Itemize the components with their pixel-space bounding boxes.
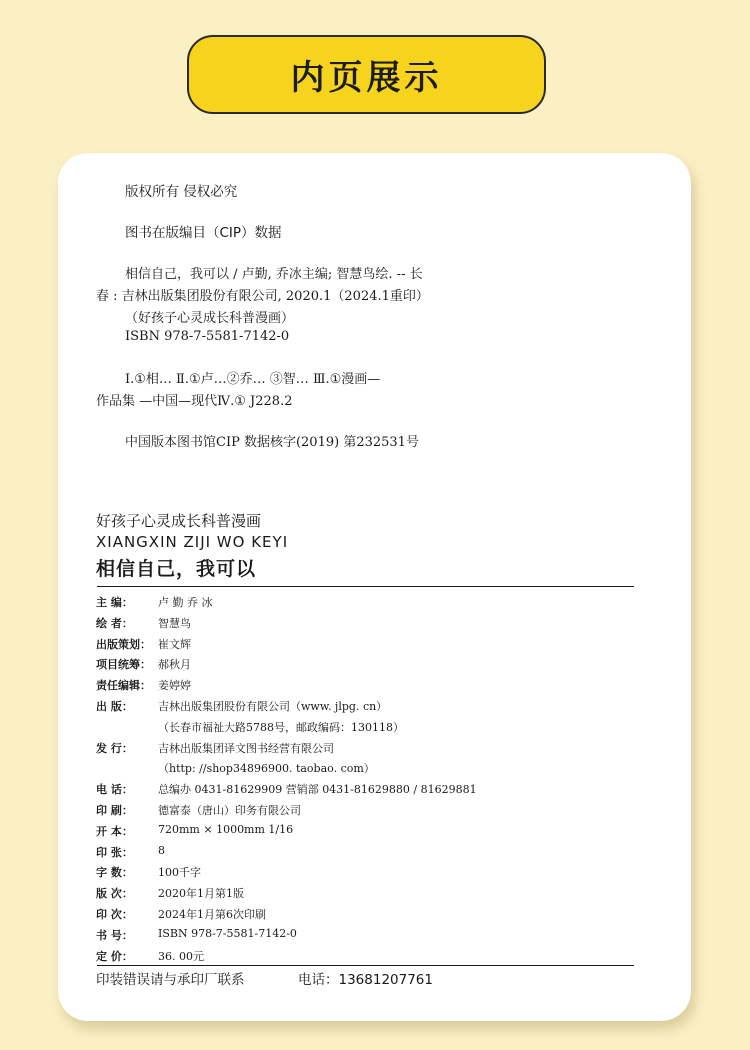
cip-heading: 图书在版编目（CIP）数据 [125, 225, 282, 241]
credit-row [96, 802, 301, 818]
credit-row [96, 615, 191, 631]
credit-row [96, 906, 266, 922]
credit-value: 2020年1月第1版 [158, 887, 244, 901]
credit-row [96, 885, 244, 901]
credit-value: （长春市福祉大路5788号，邮政编码：130118） [158, 720, 404, 734]
credit-value: 100千字 [158, 866, 201, 880]
copyright-page-card [58, 153, 691, 1021]
credit-row [96, 636, 191, 652]
credit-value: （http: //shop34896900. taobao. com） [158, 762, 375, 776]
book-title: 相信自己，我可以 [96, 558, 257, 580]
banner-title: 内页展示 [290, 58, 443, 98]
credit-value: 郝秋月 [158, 658, 191, 672]
credit-label: 定 价： [96, 949, 133, 963]
cip-class-line-2: 作品集 —中国—现代Ⅳ.① J228.2 [96, 394, 293, 409]
credit-label: 主 编： [96, 596, 133, 609]
book-pinyin-title: XIANGXIN ZIJI WO KEYI [96, 533, 289, 551]
credit-label: 字 数： [96, 866, 133, 880]
cip-isbn: ISBN 978-7-5581-7142-0 [125, 329, 290, 344]
credit-value: 姜婷婷 [158, 679, 191, 693]
credit-label: 出 版： [96, 700, 133, 713]
cip-entry-line-3: （好孩子心灵成长科普漫画） [125, 311, 295, 326]
credit-label: 项目统筹： [96, 658, 151, 672]
credit-row [96, 740, 334, 756]
credit-value: ISBN 978-7-5581-7142-0 [158, 926, 297, 940]
credit-row [96, 719, 404, 735]
divider-bottom [97, 965, 634, 966]
credit-row [96, 823, 293, 839]
credit-row [96, 698, 387, 714]
credit-label: 印 次： [96, 908, 133, 921]
credit-row [96, 781, 477, 797]
credit-label: 绘 者： [96, 616, 133, 630]
copyright-notice: 版权所有 侵权必究 [125, 184, 238, 200]
credit-value: 智慧鸟 [158, 616, 191, 630]
credit-row [96, 656, 191, 672]
book-series: 好孩子心灵成长科普漫画 [96, 512, 262, 530]
credit-label: 印 刷： [96, 804, 133, 817]
credit-value: 吉林出版集团股份有限公司（www. jlpg. cn） [158, 700, 388, 713]
credit-label: 发 行： [96, 741, 133, 755]
footer-notice: 印装错误请与承印厂联系 [96, 972, 245, 988]
credit-value: 720mm × 1000mm 1/16 [158, 822, 294, 836]
credit-label: 印 张： [96, 845, 133, 859]
credit-value: 吉林出版集团译文图书经营有限公司 [158, 741, 334, 755]
cip-class-line-1: Ⅰ.①相… Ⅱ.①卢…②乔… ③智… Ⅲ.①漫画— [125, 372, 381, 387]
credit-label: 责任编辑： [96, 679, 151, 693]
divider-top [97, 586, 634, 587]
credit-value: 崔文辉 [158, 637, 191, 651]
credit-row [96, 948, 204, 964]
credit-row [96, 677, 191, 693]
cip-record-number: 中国版本图书馆CIP 数据核字(2019) 第232531号 [125, 435, 419, 450]
credit-label [96, 719, 158, 735]
credit-value: 总编办 0431-81629909 营销部 0431-81629880 / 81629881 [158, 783, 477, 797]
credit-label: 开 本： [96, 824, 133, 838]
credit-row [96, 927, 297, 943]
credit-label: 书 号： [96, 928, 133, 942]
cip-entry-line-2: 春 : 吉林出版集团股份有限公司, 2020.1（2024.1重印） [96, 289, 429, 304]
credit-label: 版 次： [96, 887, 133, 901]
credit-row [96, 864, 201, 880]
credit-label: 电 话： [96, 783, 133, 797]
credit-label [96, 760, 158, 776]
credit-value: 德富泰（唐山）印务有限公司 [158, 804, 301, 817]
credit-row [96, 594, 213, 610]
credit-value: 36. 00元 [158, 949, 204, 963]
credit-row [96, 760, 375, 776]
section-banner [187, 35, 546, 114]
credit-row [96, 844, 165, 860]
credit-value: 8 [158, 843, 165, 857]
credit-label: 出版策划： [96, 637, 151, 651]
footer-phone: 电话：13681207761 [298, 972, 433, 988]
credit-value: 2024年1月第6次印刷 [158, 908, 266, 921]
cip-entry-line-1: 相信自己，我可以 / 卢勤, 乔冰主编; 智慧鸟绘. -- 长 [125, 267, 423, 282]
credit-value: 卢 勤 乔 冰 [158, 596, 213, 609]
